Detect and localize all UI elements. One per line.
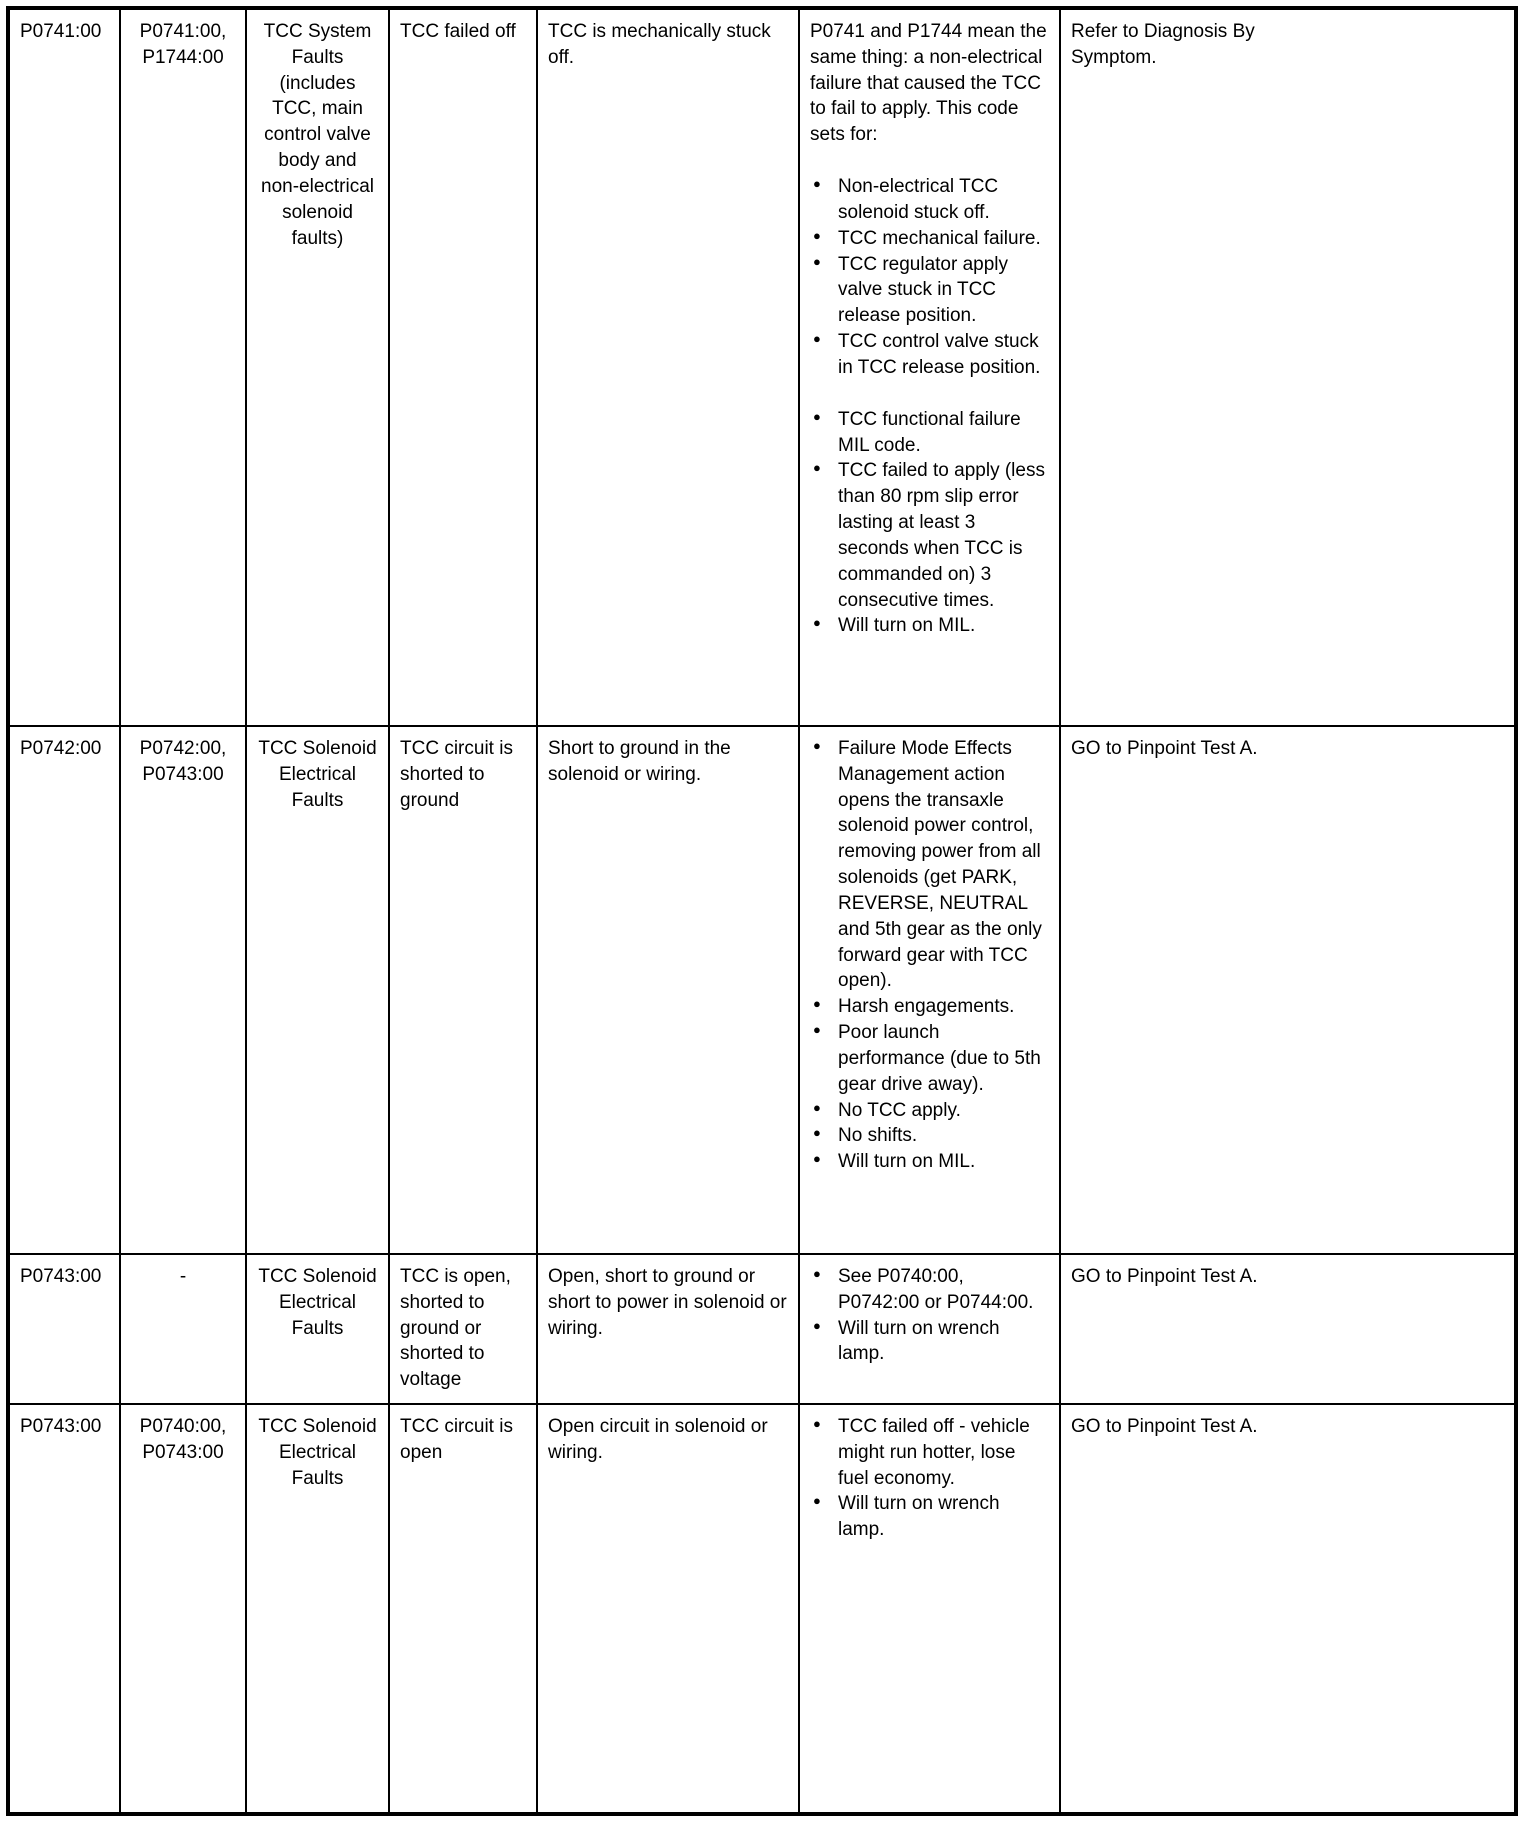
cell-symptoms xyxy=(799,726,1060,1254)
fault-category: TCC Solenoid Electrical Faults xyxy=(258,738,377,811)
symptom-item: ● Will turn on MIL. xyxy=(810,1149,1049,1175)
cell-action xyxy=(1060,1404,1516,1814)
symptom-item: ● TCC failed to apply (less than 80 rpm slip error lasting at least 3 seconds when TCC is commanded on) 3 consecutive times. xyxy=(810,458,1049,613)
description-text: Short to ground in the solenoid or wiring. xyxy=(548,738,731,785)
condition-text: TCC failed off xyxy=(400,21,516,42)
dtc-row xyxy=(8,726,1516,1254)
cell-description xyxy=(537,1254,799,1404)
cell-description xyxy=(537,8,799,726)
cell-condition xyxy=(389,1254,537,1404)
cell-condition xyxy=(389,726,537,1254)
cell-description xyxy=(537,1404,799,1814)
condition-text: TCC circuit is shorted to ground xyxy=(400,738,513,811)
action-text: GO to Pinpoint Test A. xyxy=(1071,1266,1258,1287)
symptom-item: ● TCC control valve stuck in TCC release position. xyxy=(810,329,1049,381)
cell-fault-category xyxy=(246,8,389,726)
symptom-list xyxy=(810,1264,1049,1367)
related-codes: P0742:00, P0743:00 xyxy=(139,738,227,785)
cell-symptoms xyxy=(799,8,1060,726)
symptom-item: ● Will turn on wrench lamp. xyxy=(810,1316,1049,1368)
description-text: Open circuit in solenoid or wiring. xyxy=(548,1416,768,1463)
symptom-item: ● Will turn on wrench lamp. xyxy=(810,1491,1049,1543)
cell-fault-category xyxy=(246,1404,389,1814)
description-text: Open, short to ground or short to power in solenoid or wiring. xyxy=(548,1266,787,1339)
cell-condition xyxy=(389,8,537,726)
symptom-list xyxy=(810,174,1049,381)
cell-symptoms xyxy=(799,1404,1060,1814)
symptom-item: ● TCC mechanical failure. xyxy=(810,226,1049,252)
dtc-code: P0743:00 xyxy=(20,1266,102,1287)
cell-dtc xyxy=(8,1404,120,1814)
cell-fault-category xyxy=(246,1254,389,1404)
fault-category: TCC System Faults (includes TCC, main control valve body and non-electrical solenoid faults) xyxy=(261,21,374,249)
symptom-list xyxy=(810,736,1049,1175)
symptom-item: ● TCC functional failure MIL code. xyxy=(810,407,1049,459)
condition-text: TCC is open, shorted to ground or shorted to voltage xyxy=(400,1266,511,1391)
symptom-item: ● No shifts. xyxy=(810,1123,1049,1149)
cell-dtc xyxy=(8,726,120,1254)
cell-dtc xyxy=(8,1254,120,1404)
related-codes: P0740:00, P0743:00 xyxy=(139,1416,227,1463)
cell-related-codes xyxy=(120,1254,246,1404)
dtc-row xyxy=(8,1404,1516,1814)
dtc-code: P0741:00 xyxy=(20,21,102,42)
symptom-item: ● No TCC apply. xyxy=(810,1098,1049,1124)
cell-condition xyxy=(389,1404,537,1814)
symptom-item: ● Non-electrical TCC solenoid stuck off. xyxy=(810,174,1049,226)
symptom-item: ● Failure Mode Effects Management action opens the transaxle solenoid power control, removing power from all solenoids (get PARK, REVERSE, NEUTRAL and 5th gear as the only forward gear with TCC open). xyxy=(810,736,1049,994)
cell-related-codes xyxy=(120,726,246,1254)
related-codes: - xyxy=(179,1266,187,1287)
symptom-item: ● Poor launch performance (due to 5th gear drive away). xyxy=(810,1020,1049,1097)
symptom-list xyxy=(810,407,1049,639)
cell-fault-category xyxy=(246,726,389,1254)
condition-text: TCC circuit is open xyxy=(400,1416,513,1463)
description-text: TCC is mechanically stuck off. xyxy=(548,21,771,68)
cell-symptoms xyxy=(799,1254,1060,1404)
symptom-list xyxy=(810,1414,1049,1543)
dtc-code: P0743:00 xyxy=(20,1416,102,1437)
cell-description xyxy=(537,726,799,1254)
fault-category: TCC Solenoid Electrical Faults xyxy=(258,1416,377,1489)
symptom-item: ● TCC regulator apply valve stuck in TCC release position. xyxy=(810,252,1049,329)
cell-dtc xyxy=(8,8,120,726)
action-text: Refer to Diagnosis By Symptom. xyxy=(1071,21,1255,68)
dtc-row xyxy=(8,8,1516,726)
symptoms-intro: P0741 and P1744 mean the same thing: a non-electrical failure that caused the TCC to fail to apply. This code sets for: xyxy=(810,21,1047,146)
symptom-item: ● Will turn on MIL. xyxy=(810,613,1049,639)
symptom-item: ● See P0740:00, P0742:00 or P0744:00. xyxy=(810,1264,1049,1316)
related-codes: P0741:00, P1744:00 xyxy=(139,21,227,68)
action-text: GO to Pinpoint Test A. xyxy=(1071,738,1258,759)
cell-related-codes xyxy=(120,8,246,726)
dtc-row xyxy=(8,1254,1516,1404)
cell-related-codes xyxy=(120,1404,246,1814)
dtc-table xyxy=(6,6,1518,1816)
cell-action xyxy=(1060,8,1516,726)
cell-action xyxy=(1060,726,1516,1254)
cell-action xyxy=(1060,1254,1516,1404)
fault-category: TCC Solenoid Electrical Faults xyxy=(258,1266,377,1339)
symptom-item: ● Harsh engagements. xyxy=(810,994,1049,1020)
action-text: GO to Pinpoint Test A. xyxy=(1071,1416,1258,1437)
symptom-item: ● TCC failed off - vehicle might run hotter, lose fuel economy. xyxy=(810,1414,1049,1491)
dtc-code: P0742:00 xyxy=(20,738,102,759)
